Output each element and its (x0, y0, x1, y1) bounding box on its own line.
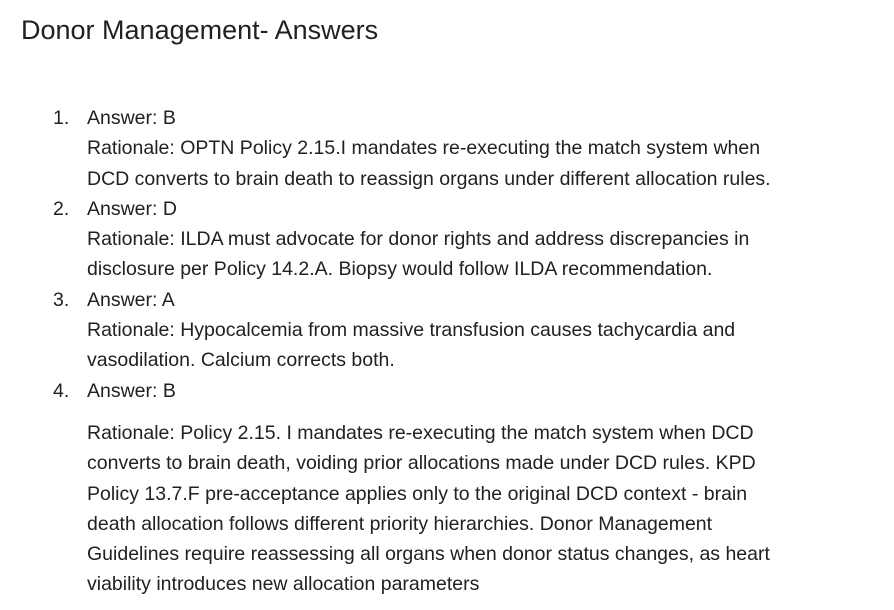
page-title: Donor Management- Answers (21, 15, 379, 45)
rationale-text (87, 315, 884, 376)
item-number: 1. (53, 107, 70, 129)
item-number: 4. (53, 379, 70, 402)
rationale-text (87, 224, 884, 285)
answer-text: Answer: B (87, 379, 176, 402)
rationale-line: disclosure per Policy 14.2.A. Biopsy would follow ILDA recommendation. (87, 258, 713, 281)
list-item (0, 376, 894, 600)
rationale-line: DCD converts to brain death to reassign organs under different allocation rules. (87, 167, 771, 190)
rationale-line: Rationale: OPTN Policy 2.15.I mandates re-executing the match system when (87, 137, 761, 160)
answer-text: Answer: B (87, 107, 176, 129)
item-number: 3. (53, 288, 70, 311)
rationale-line: converts to brain death, voiding prior allocations made under DCD rules. KPD (87, 452, 756, 475)
list-item (0, 103, 894, 194)
rationale-line: death allocation follows different priority hierarchies. Donor Management (87, 512, 713, 535)
rationale-line: Policy 13.7.F pre-acceptance applies only to the original DCD context - brain (87, 482, 748, 505)
rationale-line: viability introduces new allocation parameters (87, 573, 480, 596)
list-item (0, 285, 894, 376)
rationale-line: Rationale: Policy 2.15. I mandates re-executing the match system when DCD (87, 421, 754, 444)
list-item (0, 194, 894, 285)
rationale-text (87, 418, 884, 600)
rationale-line: vasodilation. Calcium corrects both. (87, 349, 395, 372)
answer-text: Answer: A (87, 288, 175, 311)
answer-text: Answer: D (87, 197, 177, 220)
rationale-line: Rationale: Hypocalcemia from massive transfusion causes tachycardia and (87, 319, 736, 342)
item-number: 2. (53, 197, 70, 220)
rationale-text (87, 133, 884, 194)
rationale-line: Guidelines require reassessing all organs when donor status changes, as heart (87, 543, 770, 566)
answer-list (0, 103, 894, 600)
rationale-line: Rationale: ILDA must advocate for donor rights and address discrepancies in (87, 228, 750, 251)
